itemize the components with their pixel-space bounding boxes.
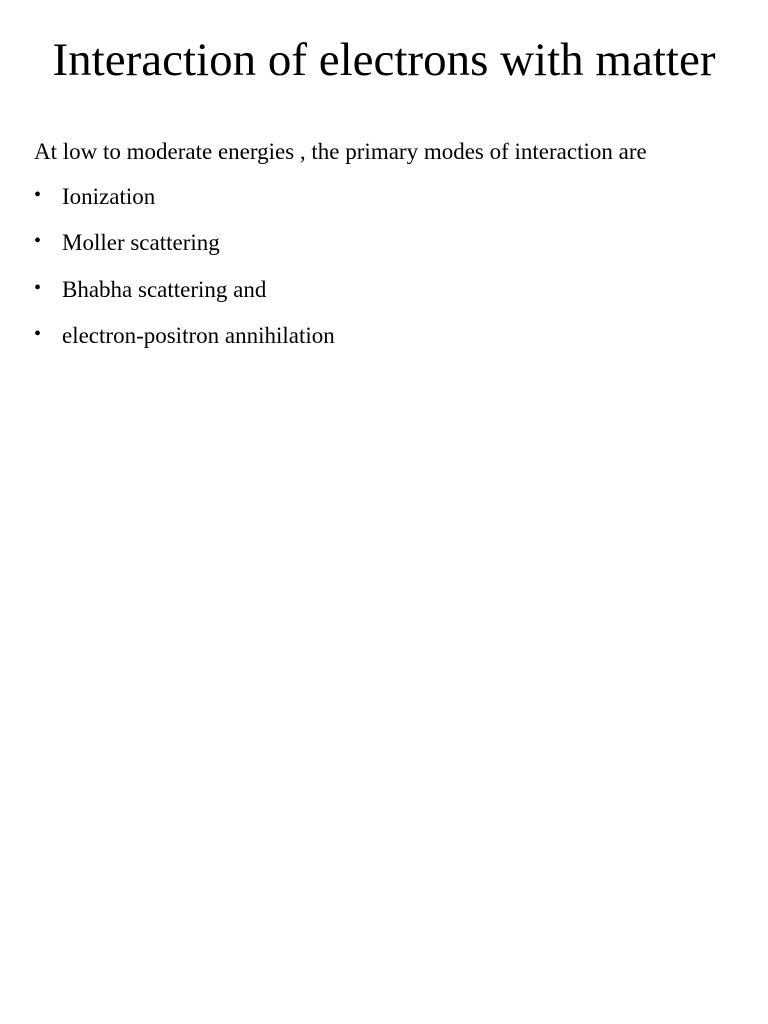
bullet-text: Moller scattering (62, 230, 220, 256)
bullet-text: Bhabha scattering and (62, 276, 267, 302)
slide-title: Interaction of electrons with matter (52, 34, 716, 86)
bullet-text: Ionization (62, 184, 156, 209)
intro-text: At low to moderate energies , the primary modes of interaction are (34, 139, 647, 164)
bullet-icon: • (34, 322, 42, 345)
bullet-text: electron-positron annihilation (62, 322, 335, 348)
bullet-icon: • (34, 276, 42, 299)
bullet-icon: • (34, 230, 42, 253)
bullet-icon: • (34, 184, 42, 206)
